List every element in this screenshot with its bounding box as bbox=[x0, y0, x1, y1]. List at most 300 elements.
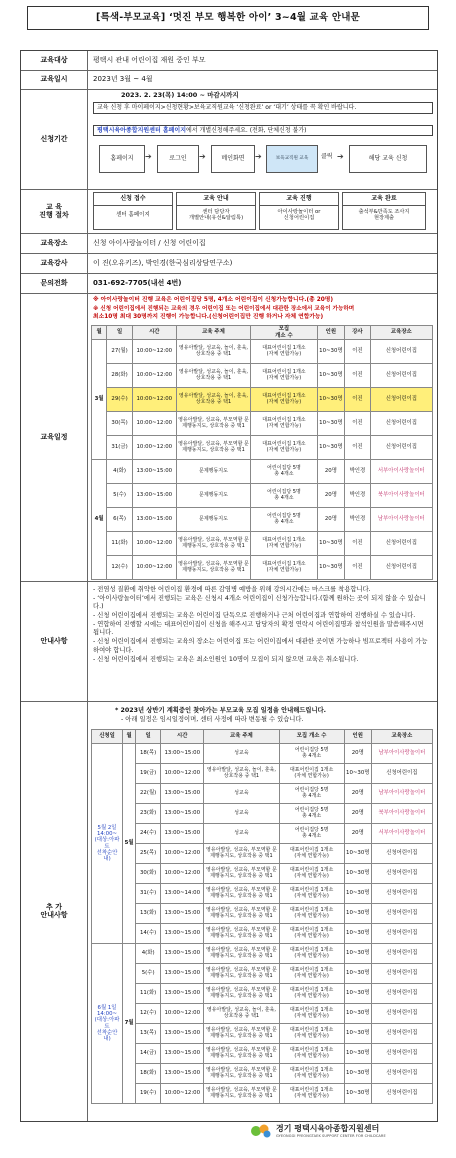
people-cell: 10~30명 bbox=[317, 388, 345, 412]
col-place: 교육장소 bbox=[370, 326, 432, 340]
schedule-note-2: ※ 신청 어린이집에서 진행되는 교육의 경우 어린이집 또는 어린이집에서 대관한 장소에서 교육이 가능하며 bbox=[93, 306, 355, 312]
day-cell: 12(수) bbox=[136, 1004, 161, 1024]
count-cell: 대표어린이집 1개소 (자체 연합가능) bbox=[279, 924, 344, 944]
schedule-row-item bbox=[92, 532, 433, 556]
notice-line: - 연합하여 진행할 시에는 대표어린이집이 신청을 해주시고 담당자의 확정 연락시 어린이집명과 참석인원을 말씀해주시면 됩니다. bbox=[93, 620, 424, 637]
place-cell: 신청어린이집 bbox=[370, 364, 432, 388]
procedure-step-1-body: 센터 홈페이지 bbox=[116, 212, 150, 218]
time-cell: 10:00~12:00 bbox=[132, 364, 176, 388]
place-cell: 남부아이사랑놀이터 bbox=[371, 784, 432, 804]
step-main: 메인화면 bbox=[211, 145, 255, 173]
place-cell: 신청어린이집 bbox=[371, 1004, 432, 1024]
topic-cell: 영유아발달, 성교육, 부모역할 문제행동지도, 상호작용 중 택1 bbox=[176, 556, 251, 580]
people-cell: 10~30명 bbox=[344, 1084, 371, 1104]
arrow-right-icon: ➔ bbox=[255, 152, 262, 161]
people-cell: 10~30명 bbox=[344, 764, 371, 784]
place-value: 신청 아이사랑놀이터 / 신청 어린이집 bbox=[93, 238, 206, 247]
people-cell: 20명 bbox=[317, 460, 345, 484]
footer-name: 경기 평택시육아종합지원센터 bbox=[276, 1124, 380, 1134]
count-cell: 대표어린이집 1개소 (자체 연합가능) bbox=[279, 1044, 344, 1064]
time-cell: 13:00~15:00 bbox=[161, 804, 204, 824]
col-time: 시간 bbox=[132, 326, 176, 340]
notice-line: - 전염성 질환에 취약한 어린이집 환경에 따른 감염병 예방을 위해 강의시간에는 마스크를 착용합니다. bbox=[93, 586, 371, 593]
extra-row-item bbox=[92, 984, 433, 1004]
count-cell: 어린이집당 5명 총 4개소 bbox=[251, 460, 317, 484]
col-month: 월 bbox=[92, 326, 107, 340]
place-cell: 신청어린이집 bbox=[370, 556, 432, 580]
procedure-step-3-title: 교육 진행 bbox=[260, 193, 338, 206]
procedure-label: 교 육 진행 절차 bbox=[21, 189, 88, 233]
procedure-step-2-body: 센터 담당자 개별안내(유선&알림톡) bbox=[188, 209, 244, 222]
col-time: 시간 bbox=[161, 730, 204, 744]
day-cell: 23(화) bbox=[136, 804, 161, 824]
col-day: 일 bbox=[107, 326, 133, 340]
topic-cell: 문제행동지도 bbox=[176, 508, 251, 532]
procedure-step-3 bbox=[259, 192, 339, 230]
place-cell: 북부아이사랑놀이터 bbox=[370, 484, 432, 508]
people-cell: 10~30명 bbox=[344, 1004, 371, 1024]
people-cell: 10~30명 bbox=[344, 844, 371, 864]
contact-value: 031-692-7705(내선 4번) bbox=[93, 278, 182, 287]
time-cell: 10:00~12:00 bbox=[132, 388, 176, 412]
place-cell: 신청어린이집 bbox=[371, 964, 432, 984]
count-cell: 대표어린이집 1개소 (자체 연합가능) bbox=[279, 764, 344, 784]
day-cell: 14(금) bbox=[136, 1044, 161, 1064]
count-cell: 대표어린이집 1개소 (자체 연합가능) bbox=[279, 944, 344, 964]
contact-row bbox=[21, 273, 437, 294]
topic-cell: 성교육 bbox=[204, 804, 279, 824]
place-cell: 신청어린이집 bbox=[371, 1044, 432, 1064]
time-cell: 10:00~12:00 bbox=[132, 436, 176, 460]
people-cell: 10~30명 bbox=[344, 944, 371, 964]
place-cell: 신청어린이집 bbox=[371, 1024, 432, 1044]
topic-cell: 영유아발달, 성교육, 부모역할 문제행동지도, 상호작용 중 택1 bbox=[204, 1084, 279, 1104]
page-title: [특색-부모교육] ‘멋진 부모 행복한 아이’ 3~4월 교육 안내문 bbox=[27, 6, 429, 30]
place-cell: 신청어린이집 bbox=[370, 436, 432, 460]
place-cell: 신청어린이집 bbox=[370, 412, 432, 436]
schedule-row-item bbox=[92, 340, 433, 364]
extra-table bbox=[91, 729, 433, 1104]
month-cell: 5월 bbox=[123, 744, 136, 944]
notice-row bbox=[21, 581, 437, 702]
procedure-row bbox=[21, 189, 437, 234]
target-row bbox=[21, 51, 437, 71]
topic-cell: 영유아발달, 성교육, 부모역할 문제행동지도, 상호작용 중 택1 bbox=[204, 964, 279, 984]
time-cell: 10:00~12:00 bbox=[132, 532, 176, 556]
schedule-row-item bbox=[92, 412, 433, 436]
teacher-cell: 이진 bbox=[345, 532, 371, 556]
teacher-cell: 박인경 bbox=[345, 508, 371, 532]
place-cell: 신청어린이집 bbox=[371, 844, 432, 864]
place-cell: 신청어린이집 bbox=[371, 884, 432, 904]
count-cell: 어린이집당 5명 총 4개소 bbox=[251, 484, 317, 508]
place-cell: 남부아이사랑놀이터 bbox=[370, 508, 432, 532]
arrow-right-icon: ➔ bbox=[199, 152, 206, 161]
col-month: 월 bbox=[123, 730, 136, 744]
count-cell: 대표어린이집 1개소 (자체 연합가능) bbox=[251, 364, 317, 388]
topic-cell: 영유아발달, 성교육, 부모역할 문제행동지도, 상호작용 중 택1 bbox=[204, 844, 279, 864]
time-cell: 10:00~12:00 bbox=[132, 340, 176, 364]
schedule-row-item bbox=[92, 436, 433, 460]
extra-note-2: - 아래 일정은 임시일정이며, 센터 사정에 따라 변동될 수 있습니다. bbox=[121, 716, 304, 723]
extra-row-item bbox=[92, 804, 433, 824]
day-cell: 5(수) bbox=[107, 484, 133, 508]
arrow-right-icon: ➔ bbox=[145, 152, 152, 161]
place-cell: 신청어린이집 bbox=[370, 340, 432, 364]
time-cell: 13:00~15:00 bbox=[161, 1064, 204, 1084]
day-cell: 22(월) bbox=[136, 784, 161, 804]
time-cell: 13:00~15:00 bbox=[161, 984, 204, 1004]
topic-cell: 문제행동지도 bbox=[176, 484, 251, 508]
schedule-row-item bbox=[92, 460, 433, 484]
day-cell: 12(수) bbox=[107, 556, 133, 580]
time-cell: 10:00~12:00 bbox=[161, 1084, 204, 1104]
people-cell: 10~30명 bbox=[344, 904, 371, 924]
apply-deadline: 2023. 2. 23(목) 14:00 ~ 마감시까지 bbox=[121, 91, 239, 99]
count-cell: 대표어린이집 1개소 (자체 연합가능) bbox=[279, 864, 344, 884]
topic-cell: 영유아발달, 성교육, 부모역할 문제행동지도, 상호작용 중 택1 bbox=[204, 884, 279, 904]
date-label: 교육일시 bbox=[21, 70, 88, 89]
target-label: 교육대상 bbox=[21, 51, 88, 70]
topic-cell: 영유아발달, 성교육, 부모역할 문제행동지도, 상호작용 중 택1 bbox=[204, 924, 279, 944]
place-cell: 신청어린이집 bbox=[370, 388, 432, 412]
people-cell: 20명 bbox=[344, 804, 371, 824]
people-cell: 10~30명 bbox=[317, 436, 345, 460]
apply-status-note: 교육 신청 후 마이페이지>신청현황>보육교직원교육 ‘신청완료’ or ‘대기’ 상태를 꼭 확인 바랍니다. bbox=[93, 102, 433, 114]
apply-label: 신청기간 bbox=[21, 89, 88, 189]
step-login: 로그인 bbox=[157, 145, 199, 173]
procedure-step-4 bbox=[342, 192, 426, 230]
place-label: 교육장소 bbox=[21, 233, 88, 253]
homepage-note-rest: 에서 개별신청해주세요. (전화, 단체신청 불가) bbox=[186, 127, 307, 134]
notice-form bbox=[20, 50, 438, 1122]
lecturer-label: 교육강사 bbox=[21, 253, 88, 273]
schedule-row-item bbox=[92, 508, 433, 532]
teacher-cell: 박인경 bbox=[345, 460, 371, 484]
people-cell: 10~30명 bbox=[317, 364, 345, 388]
day-cell: 5(수) bbox=[136, 964, 161, 984]
topic-cell: 영유아발달, 성교육, 부모역할 문제행동지도, 상호작용 중 택1 bbox=[204, 1064, 279, 1084]
day-cell: 4(화) bbox=[107, 460, 133, 484]
schedule-table-body bbox=[92, 340, 433, 580]
topic-cell: 성교육 bbox=[204, 784, 279, 804]
count-cell: 대표어린이집 1개소 (자체 연합가능) bbox=[279, 1024, 344, 1044]
lecturer-row bbox=[21, 253, 437, 274]
apply-row bbox=[21, 89, 437, 190]
time-cell: 13:00~15:00 bbox=[161, 1024, 204, 1044]
time-cell: 13:00~15:00 bbox=[161, 964, 204, 984]
people-cell: 20명 bbox=[317, 484, 345, 508]
footer-text bbox=[276, 1124, 386, 1138]
apply-date-cell: 6월 1일 14:00~ (대상:아파트 선착순안내) bbox=[92, 944, 123, 1104]
count-cell: 어린이집당 5명 총 4개소 bbox=[279, 744, 344, 764]
topic-cell: 문제행동지도 bbox=[176, 460, 251, 484]
time-cell: 10:00~12:00 bbox=[161, 764, 204, 784]
notice-line: - ‘아이사랑놀이터’에서 진행되는 교육은 신청시 4개소 어린이집이 신청가능합니다.(함께 원하는 곳이 되지 않을 수 있습니다.) bbox=[93, 594, 426, 611]
extra-row-item bbox=[92, 964, 433, 984]
lecturer-value: 이 진(오유키즈), 박인경(한국심리상담연구소) bbox=[93, 258, 233, 267]
extra-row-item bbox=[92, 824, 433, 844]
schedule-row bbox=[21, 293, 437, 582]
people-cell: 10~30명 bbox=[317, 340, 345, 364]
count-cell: 대표어린이집 1개소 (자체 연합가능) bbox=[251, 412, 317, 436]
day-cell: 13(목) bbox=[136, 1024, 161, 1044]
day-cell: 31(수) bbox=[136, 884, 161, 904]
place-cell: 신청어린이집 bbox=[371, 1064, 432, 1084]
topic-cell: 영유아발달, 성교육, 부모역할 문제행동지도, 상호작용 중 택1 bbox=[204, 904, 279, 924]
count-cell: 대표어린이집 1개소 (자체 연합가능) bbox=[279, 1084, 344, 1104]
people-cell: 10~30명 bbox=[344, 1064, 371, 1084]
time-cell: 10:00~12:00 bbox=[161, 864, 204, 884]
extra-row-item bbox=[92, 1064, 433, 1084]
count-cell: 대표어린이집 1개소 (자체 연합가능) bbox=[251, 436, 317, 460]
notice-label: 안내사항 bbox=[21, 581, 88, 701]
extra-row-item bbox=[92, 844, 433, 864]
schedule-row-item bbox=[92, 484, 433, 508]
people-cell: 10~30명 bbox=[344, 1024, 371, 1044]
col-people: 인원 bbox=[344, 730, 371, 744]
day-cell: 27(월) bbox=[107, 340, 133, 364]
people-cell: 10~30명 bbox=[344, 864, 371, 884]
topic-cell: 영유아발달, 성교육, 부모역할 문제행동지도, 상호작용 중 택1 bbox=[176, 532, 251, 556]
topic-cell: 영유아발달, 성교육, 부모역할 문제행동지도, 상호작용 중 택1 bbox=[176, 436, 251, 460]
place-cell: 서부아이사랑놀이터 bbox=[370, 460, 432, 484]
col-topic: 교육 주제 bbox=[176, 326, 251, 340]
time-cell: 10:00~12:00 bbox=[132, 556, 176, 580]
topic-cell: 영유아발달, 성교육, 부모역할 문제행동지도, 상호작용 중 택1 bbox=[204, 944, 279, 964]
extra-row-item bbox=[92, 924, 433, 944]
time-cell: 13:00~15:00 bbox=[161, 784, 204, 804]
extra-row-item bbox=[92, 1024, 433, 1044]
people-cell: 20명 bbox=[317, 508, 345, 532]
place-cell: 신청어린이집 bbox=[370, 532, 432, 556]
topic-cell: 영유아발달, 성교육, 부모역할 문제행동지도, 상호작용 중 택1 bbox=[204, 1024, 279, 1044]
notice-line: - 신청 어린이집에서 진행되는 교육은 어린이집 단독으로 진행하거나 근처 어린이집과 연합하여 진행하실 수 있습니다. bbox=[93, 612, 416, 620]
teacher-cell: 이진 bbox=[345, 364, 371, 388]
count-cell: 대표어린이집 1개소 (자체 연합가능) bbox=[251, 388, 317, 412]
count-cell: 대표어린이집 1개소 (자체 연합가능) bbox=[251, 532, 317, 556]
day-cell: 19(금) bbox=[136, 764, 161, 784]
people-cell: 10~30명 bbox=[344, 924, 371, 944]
col-people: 인원 bbox=[317, 326, 345, 340]
procedure-step-4-title: 교육 완료 bbox=[343, 193, 425, 206]
apply-date-cell: 5월 2일 14:00~ (대상:아파트 선착순안내) bbox=[92, 744, 123, 944]
time-cell: 13:00~15:00 bbox=[132, 460, 176, 484]
people-cell: 10~30명 bbox=[344, 884, 371, 904]
count-cell: 대표어린이집 1개소 (자체 연합가능) bbox=[279, 964, 344, 984]
place-cell: 북부아이사랑놀이터 bbox=[371, 804, 432, 824]
month-cell: 3월 bbox=[92, 340, 107, 460]
people-cell: 10~30명 bbox=[317, 412, 345, 436]
count-cell: 대표어린이집 1개소 (자체 연합가능) bbox=[279, 844, 344, 864]
schedule-label: 교육일정 bbox=[21, 293, 88, 581]
topic-cell: 영유아발달, 성교육, 놀이, 훈육, 상호작용 중 택1 bbox=[204, 1004, 279, 1024]
time-cell: 13:00~15:00 bbox=[132, 508, 176, 532]
col-place: 교육장소 bbox=[371, 730, 432, 744]
people-cell: 20명 bbox=[344, 744, 371, 764]
place-cell: 신청어린이집 bbox=[371, 904, 432, 924]
count-cell: 어린이집당 5명 총 4개소 bbox=[279, 804, 344, 824]
schedule-row-item bbox=[92, 364, 433, 388]
teacher-cell: 이진 bbox=[345, 436, 371, 460]
schedule-row-item bbox=[92, 556, 433, 580]
day-cell: 4(화) bbox=[136, 944, 161, 964]
day-cell: 29(수) bbox=[107, 388, 133, 412]
people-cell: 10~30명 bbox=[344, 984, 371, 1004]
topic-cell: 영유아발달, 성교육, 부모역할 문제행동지도, 상호작용 중 택1 bbox=[204, 984, 279, 1004]
topic-cell: 영유아발달, 성교육, 놀이, 훈육, 상호작용 중 택1 bbox=[176, 340, 251, 364]
count-cell: 대표어린이집 1개소 (자체 연합가능) bbox=[279, 984, 344, 1004]
extra-row-item bbox=[92, 744, 433, 764]
col-count: 모집 개소 수 bbox=[251, 326, 317, 340]
extra-note-1: * 2023년 상반기 계획중인 찾아가는 부모교육 모집 일정을 안내해드립니다. bbox=[115, 707, 327, 714]
place-cell: 신청어린이집 bbox=[371, 764, 432, 784]
day-cell: 19(수) bbox=[136, 1084, 161, 1104]
notice-list bbox=[93, 586, 429, 664]
count-cell: 어린이집당 5명 총 4개소 bbox=[251, 508, 317, 532]
people-cell: 20명 bbox=[344, 784, 371, 804]
topic-cell: 영유아발달, 성교육, 놀이, 훈육, 상호작용 중 택1 bbox=[204, 764, 279, 784]
step-homepage: 홈페이지 bbox=[99, 145, 145, 173]
extra-table-body bbox=[92, 744, 433, 1104]
time-cell: 13:00~15:00 bbox=[132, 484, 176, 508]
day-cell: 11(화) bbox=[136, 984, 161, 1004]
people-cell: 10~30명 bbox=[344, 964, 371, 984]
schedule-row-item bbox=[92, 388, 433, 412]
time-cell: 10:00~12:00 bbox=[161, 844, 204, 864]
day-cell: 11(화) bbox=[107, 532, 133, 556]
date-value: 2023년 3월 ~ 4월 bbox=[93, 75, 153, 84]
place-cell: 신청어린이집 bbox=[371, 924, 432, 944]
extra-row-item bbox=[92, 764, 433, 784]
people-cell: 10~30명 bbox=[344, 1044, 371, 1064]
count-cell: 대표어린이집 1개소 (자체 연합가능) bbox=[279, 1004, 344, 1024]
teacher-cell: 이진 bbox=[345, 556, 371, 580]
day-cell: 31(금) bbox=[107, 436, 133, 460]
extra-row-item bbox=[92, 884, 433, 904]
place-cell: 서부아이사랑놀이터 bbox=[371, 824, 432, 844]
extra-row-item bbox=[92, 1044, 433, 1064]
procedure-step-3-body: 아이사랑놀이터 or 신청어린이집 bbox=[277, 209, 321, 222]
day-cell: 6(목) bbox=[107, 508, 133, 532]
schedule-note-1: ※ 아이사랑놀이터 진행 교육은 어린이집당 5명, 4개소 어린이집이 신청가능합니다.(총 20명) bbox=[93, 297, 334, 303]
col-topic: 교육 주제 bbox=[204, 730, 279, 744]
contact-label: 문의전화 bbox=[21, 273, 88, 293]
count-cell: 대표어린이집 1개소 (자체 연합가능) bbox=[279, 1064, 344, 1084]
count-cell: 어린이집당 5명 총 4개소 bbox=[279, 824, 344, 844]
col-count: 모집 개소 수 bbox=[279, 730, 344, 744]
people-cell: 10~30명 bbox=[317, 532, 345, 556]
count-cell: 대표어린이집 1개소 (자체 연합가능) bbox=[279, 884, 344, 904]
topic-cell: 영유아발달, 성교육, 부모역할 문제행동지도, 상호작용 중 택1 bbox=[204, 1044, 279, 1064]
teacher-cell: 이진 bbox=[345, 412, 371, 436]
step-apply: 해당 교육 신청 bbox=[349, 145, 427, 173]
day-cell: 30(화) bbox=[136, 864, 161, 884]
time-cell: 13:00~15:00 bbox=[161, 944, 204, 964]
extra-row-item bbox=[92, 904, 433, 924]
procedure-step-2 bbox=[176, 192, 256, 230]
people-cell: 20명 bbox=[344, 824, 371, 844]
apply-homepage-note bbox=[93, 125, 433, 136]
day-cell: 24(수) bbox=[136, 824, 161, 844]
teacher-cell: 이진 bbox=[345, 340, 371, 364]
topic-cell: 영유아발달, 성교육, 놀이, 훈육, 상호작용 중 택1 bbox=[176, 388, 251, 412]
center-logo-icon bbox=[250, 1122, 272, 1140]
col-day: 일 bbox=[136, 730, 161, 744]
col-teacher: 강사 bbox=[345, 326, 371, 340]
notice-line: - 신청 어린이집에서 진행되는 교육의 장소는 어린이집 또는 어린이집에서 대관한 곳이면 가능하나 빔프로젝터 사용이 가능하여야 합니다. bbox=[93, 638, 428, 654]
procedure-step-2-title: 교육 안내 bbox=[177, 193, 255, 206]
col-apply-date: 신청일 bbox=[92, 730, 123, 744]
count-cell: 어린이집당 5명 총 4개소 bbox=[279, 784, 344, 804]
topic-cell: 영유아발달, 성교육, 부모역할 문제행동지도, 상호작용 중 택1 bbox=[204, 864, 279, 884]
day-cell: 18(목) bbox=[136, 744, 161, 764]
month-cell: 4월 bbox=[92, 460, 107, 580]
time-cell: 10:00~12:00 bbox=[161, 1004, 204, 1024]
day-cell: 25(목) bbox=[136, 844, 161, 864]
schedule-table bbox=[91, 325, 433, 580]
notice-line: - 신청 어린이집에서 진행되는 교육은 최소인원인 10명이 모집이 되지 않으면 교육은 취소됩니다. bbox=[93, 655, 359, 663]
time-cell: 13:00~15:00 bbox=[161, 1044, 204, 1064]
place-cell: 신청어린이집 bbox=[371, 864, 432, 884]
place-cell: 신청어린이집 bbox=[371, 1084, 432, 1104]
arrow-right-icon: ➔ bbox=[337, 152, 344, 161]
count-cell: 대표어린이집 1개소 (자체 연합가능) bbox=[279, 904, 344, 924]
footer-sub: GYEONGGI PYEONGTAEK SUPPORT CENTER FOR CHILDCARE bbox=[276, 1133, 386, 1138]
topic-cell: 성교육 bbox=[204, 824, 279, 844]
extra-label: 추 가 안내사항 bbox=[21, 701, 88, 1121]
time-cell: 13:00~15:00 bbox=[161, 824, 204, 844]
procedure-step-4-body: 출석부&만족도 조사지 현장제출 bbox=[358, 209, 410, 222]
time-cell: 10:00~12:00 bbox=[132, 412, 176, 436]
extra-row-item bbox=[92, 864, 433, 884]
target-value: 평택시 관내 어린이집 재원 중인 부모 bbox=[93, 56, 206, 65]
time-cell: 13:00~15:00 bbox=[161, 924, 204, 944]
time-cell: 13:00~15:00 bbox=[161, 904, 204, 924]
count-cell: 대표어린이집 1개소 (자체 연합가능) bbox=[251, 556, 317, 580]
place-cell: 남부아이사랑놀이터 bbox=[371, 744, 432, 764]
topic-cell: 영유아발달, 성교육, 부모역할 문제행동지도, 상호작용 중 택1 bbox=[176, 412, 251, 436]
place-cell: 신청어린이집 bbox=[371, 984, 432, 1004]
procedure-step-1 bbox=[93, 192, 173, 230]
extra-row-item bbox=[92, 1004, 433, 1024]
time-cell: 13:00~15:00 bbox=[161, 744, 204, 764]
topic-cell: 성교육 bbox=[204, 744, 279, 764]
time-cell: 13:00~14:00 bbox=[161, 884, 204, 904]
date-row bbox=[21, 70, 437, 90]
topic-cell: 영유아발달, 성교육, 놀이, 훈육, 상호작용 중 택1 bbox=[176, 364, 251, 388]
homepage-link-text: 평택시육아종합지원센터 홈페이지 bbox=[97, 127, 187, 134]
procedure-step-1-title: 신청 접수 bbox=[94, 193, 172, 206]
step-staff-education: 보육교직원 교육 bbox=[266, 145, 318, 173]
people-cell: 10~30명 bbox=[317, 556, 345, 580]
extra-row-item bbox=[92, 784, 433, 804]
day-cell: 30(목) bbox=[107, 412, 133, 436]
month-cell: 7월 bbox=[123, 944, 136, 1104]
count-cell: 대표어린이집 1개소 (자체 연합가능) bbox=[251, 340, 317, 364]
footer bbox=[250, 1122, 386, 1140]
day-cell: 18(화) bbox=[136, 1064, 161, 1084]
teacher-cell: 이진 bbox=[345, 388, 371, 412]
step-click: 클릭 bbox=[321, 153, 333, 160]
teacher-cell: 박인경 bbox=[345, 484, 371, 508]
extra-row-item bbox=[92, 1084, 433, 1104]
extra-row-item bbox=[92, 944, 433, 964]
schedule-note-3: 최소10명 최대 30명까지 진행이 가능합니다.(신청어린이집만 진행 하거나 자체 연합가능) bbox=[93, 314, 324, 320]
day-cell: 13(화) bbox=[136, 904, 161, 924]
extra-row bbox=[21, 701, 437, 1121]
day-cell: 28(화) bbox=[107, 364, 133, 388]
